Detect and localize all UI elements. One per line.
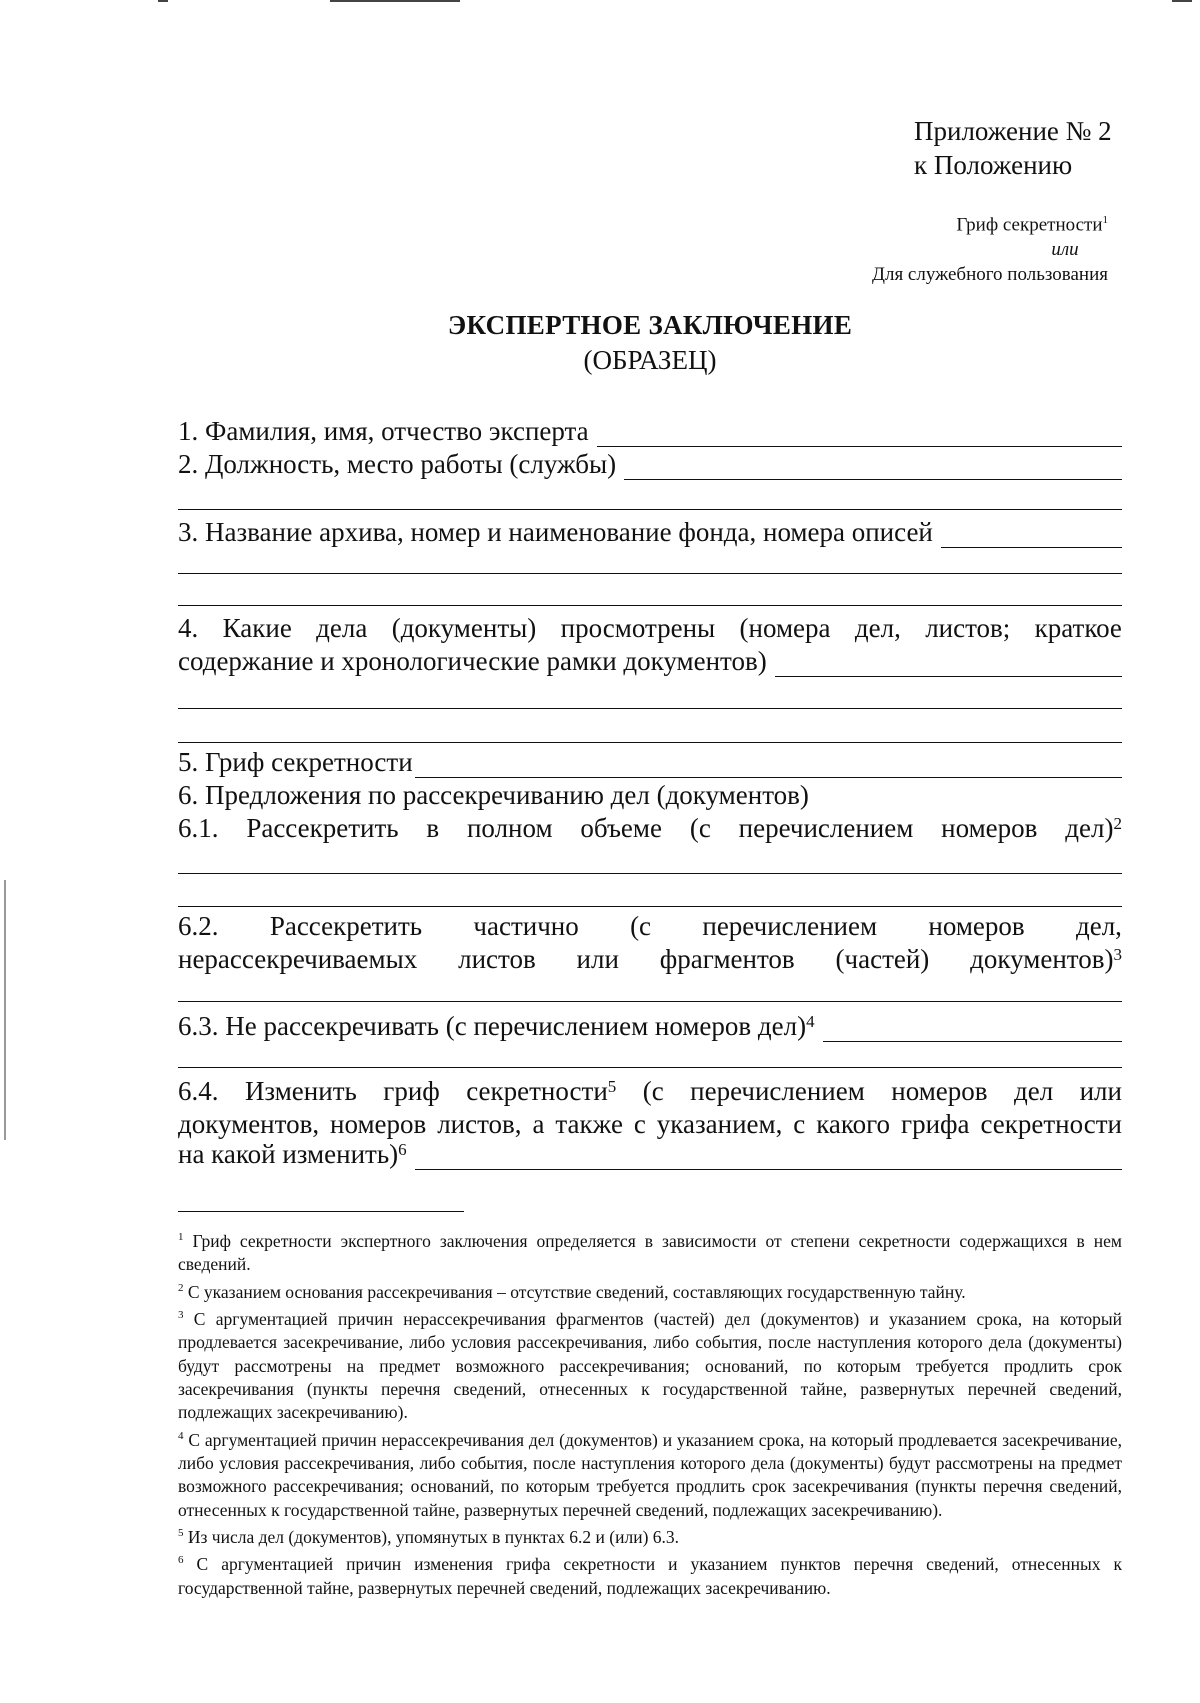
footnote-1 [178, 1226, 1122, 1277]
word: или [1079, 1076, 1122, 1106]
word: номеров [928, 911, 1025, 941]
blank-line [178, 1067, 1122, 1068]
word: краткое [1034, 613, 1122, 643]
item-1-field [597, 419, 1122, 447]
word: дел, [854, 613, 901, 643]
item-3-field [941, 520, 1122, 548]
appendix-reference [914, 114, 1112, 182]
word: документов) [970, 944, 1114, 974]
footnote-text: С аргументацией причин изменения грифа секретности и указанием пунктов перечня сведений, отнесенных к государственной тайне, развернутых перечней сведений, подлежащих засекречиванию. [178, 1554, 1123, 1598]
item-6-2-line-1 [178, 910, 1122, 942]
grif-or: или [1051, 239, 1079, 261]
word: листов [458, 944, 536, 974]
item-6-4-line-3 [178, 1138, 1122, 1170]
footnote-2 [178, 1277, 1122, 1304]
document-title: ЭКСПЕРТНОЕ ЗАКЛЮЧЕНИЕ [447, 310, 853, 340]
footnote-text: С указанием основания рассекречивания – отсутствие сведений, составляющих государственную тайну. [187, 1281, 966, 1302]
footnote-ref: 5 [607, 1077, 617, 1096]
footnote-separator [178, 1211, 464, 1212]
item-4-label: содержание и хронологические рамки документов) [178, 646, 767, 676]
classification-stamp [872, 208, 1108, 287]
word: Изменить [244, 1076, 357, 1106]
item-6-1 [178, 812, 1122, 844]
word: Рассекретить [269, 911, 423, 941]
word: 4. [178, 613, 199, 643]
word: в [426, 813, 440, 843]
item-6-4-label: на какой изменить) [178, 1139, 399, 1169]
grif-label: Гриф секретности [956, 214, 1103, 236]
item-6-heading: 6. Предложения по рассекречиванию дел (документов) [178, 780, 809, 810]
word: нерассекречиваемых [178, 944, 418, 974]
footnote-number: 4 [178, 1429, 184, 1442]
word: фрагментов [659, 944, 795, 974]
item-5-label: 5. Гриф секретности [178, 747, 413, 777]
footnote-6 [178, 1549, 1122, 1600]
footnote-number: 2 [178, 1281, 184, 1294]
word: дел) [1065, 813, 1114, 843]
word: перечислением [690, 1076, 865, 1106]
appendix-number: Приложение № 2 [914, 116, 1112, 146]
item-6-3-label: 6.3. Не рассекречивать (с перечислением номеров дел) [178, 1011, 807, 1041]
footnote-text: С аргументацией причин нерассекречивания фрагментов (частей) дел (документов) и указанием срока, на который продлевается засекречивание, либо условия рассекречивания, либо события, после наступления которого дела (документы) будут рассмотрены на предмет возможного рассекречивания; оснований, по которым требуется продлить срок засекречивания (пункты перечня сведений, отнесенных к государственной тайне, развернутых перечней сведений, подлежащих засекречиванию). [178, 1308, 1122, 1423]
word: (с [689, 813, 711, 843]
blank-line [178, 1001, 1122, 1002]
scan-artifact [1172, 0, 1192, 2]
word: (номера [739, 613, 831, 643]
footnote-5 [178, 1522, 1122, 1549]
blank-line [178, 742, 1122, 743]
item-1-expert-name [178, 415, 1122, 447]
word: (частей) [835, 944, 930, 974]
footnote-ref: 4 [806, 1012, 815, 1031]
word: (с [630, 911, 652, 941]
item-6-4-line-1 [178, 1075, 1122, 1107]
footnote-ref: 2 [1113, 814, 1122, 833]
blank-line [178, 708, 1122, 709]
item-3-label: 3. Название архива, номер и наименование фонда, номера описей [178, 517, 933, 547]
word: (с [642, 1076, 664, 1106]
blank-line [178, 573, 1122, 574]
item-4-line-1 [178, 612, 1122, 644]
footnote-text: Из числа дел (документов), упомянутых в пунктах 6.2 и (или) 6.3. [187, 1527, 680, 1548]
blank-line [178, 605, 1122, 606]
item-4-line-2 [178, 645, 1122, 677]
word: номеров [941, 813, 1038, 843]
footnote-number: 3 [178, 1308, 184, 1321]
item-6-4-field [415, 1142, 1122, 1170]
word: дел, [1075, 911, 1122, 941]
grif-dsp: Для служебного пользования [872, 264, 1108, 286]
footnote-number: 6 [178, 1554, 184, 1567]
item-2-label: 2. Должность, место работы (службы) [178, 449, 617, 479]
scan-artifact [158, 0, 168, 2]
scan-artifact [330, 0, 460, 2]
document-subtitle: (ОБРАЗЕЦ) [583, 345, 717, 375]
word: объеме [580, 813, 662, 843]
item-6-3 [178, 1010, 1122, 1042]
word: дела [316, 613, 368, 643]
word: или [576, 944, 619, 974]
item-4-field [775, 649, 1122, 677]
footnote-number: 1 [178, 1231, 184, 1243]
word: 6.1. [178, 813, 219, 843]
word: просмотрены [560, 613, 716, 643]
footnote-4 [178, 1425, 1122, 1522]
item-3-archive [178, 516, 1122, 548]
word: перечислением [738, 813, 914, 843]
footnote-3 [178, 1304, 1122, 1425]
footnote-text: Гриф секретности экспертного заключения определяется в зависимости от степени секретности содержащихся в нем сведений. [178, 1230, 1123, 1275]
scan-artifact [4, 880, 6, 1140]
word: номеров [891, 1076, 988, 1106]
item-6-4-line-2: документов, номеров листов, а также с указанием, с какого грифа секретности [178, 1109, 1122, 1139]
word: Какие [222, 613, 292, 643]
word: частично [473, 911, 579, 941]
word: 6.4. [178, 1076, 219, 1106]
footnote-ref: 6 [398, 1140, 407, 1159]
item-2-position [178, 448, 1122, 480]
footnote-text: С аргументацией причин нерассекречивания дел (документов) и указанием срока, на который продлевается засекречивание, либо условия рассекречивания, либо события, после наступления которого дела (документы) будут рассмотрены на предмет возможного рассекречивания; оснований, по которым требуется продлить срок засекречивания (пункты перечня сведений, отнесенных к государственной тайне, развернутых перечней сведений, подлежащих засекречиванию). [178, 1429, 1123, 1520]
item-5-field [415, 750, 1122, 778]
blank-line [178, 873, 1122, 874]
footnote-ref: 3 [1113, 945, 1122, 964]
word: полном [466, 813, 553, 843]
word: секретности [466, 1076, 608, 1106]
word: Рассекретить [246, 813, 399, 843]
appendix-regulation: к Положению [914, 150, 1073, 180]
item-2-field [624, 452, 1122, 480]
word: листов; [925, 613, 1011, 643]
item-6-3-field [823, 1014, 1122, 1042]
item-6-2-line-2 [178, 943, 1122, 975]
item-5-grif [178, 746, 1122, 778]
word: (документы) [391, 613, 537, 643]
word: перечислением [702, 911, 878, 941]
word: 6.2. [178, 911, 219, 941]
word: гриф [383, 1076, 440, 1106]
footnote-number: 5 [178, 1527, 184, 1540]
item-1-label: 1. Фамилия, имя, отчество эксперта [178, 416, 589, 446]
word: дел [1013, 1076, 1054, 1106]
footnote-ref: 1 [1102, 214, 1108, 226]
footnotes [178, 1226, 1122, 1600]
blank-line [178, 509, 1122, 510]
blank-line [178, 906, 1122, 907]
